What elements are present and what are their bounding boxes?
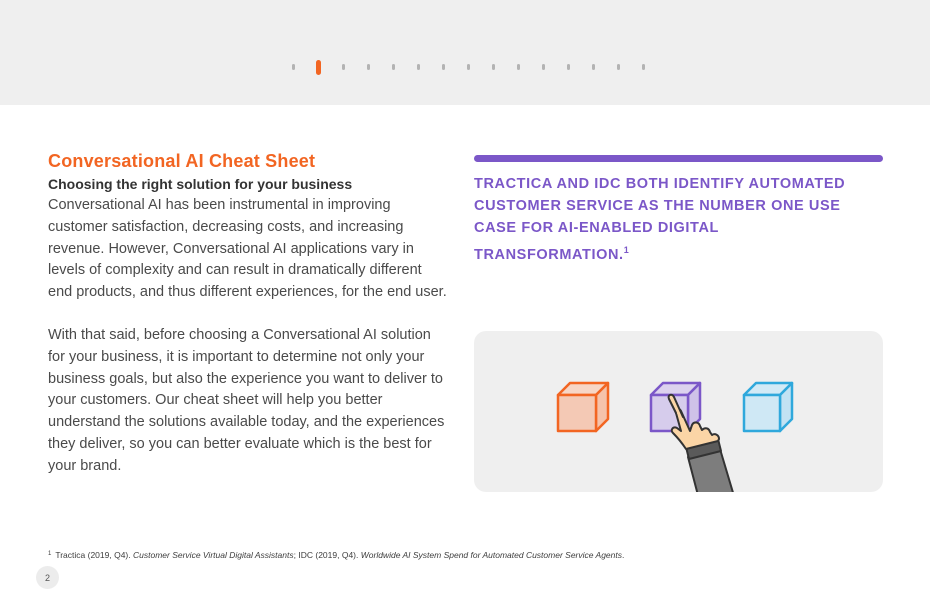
page-dot-mark: [367, 64, 370, 70]
page-dot-1[interactable]: [281, 59, 306, 75]
intro-paragraph-2: With that said, before choosing a Conversational AI solution for your business, it is important to determine not only your business goals, but also the experience you want to deliver to your customers. Our cheat sheet will help you better understand the solutions available today, and the experiences they deliver, so you can better evaluate which is the best for your brand.: [48, 326, 445, 474]
page-dot-6[interactable]: [406, 59, 431, 75]
page-dot-4[interactable]: [356, 59, 381, 75]
page-dot-2[interactable]: [306, 59, 331, 75]
footnote-source-2: IDC (2019, Q4).: [298, 550, 359, 560]
page-dot-7[interactable]: [431, 59, 456, 75]
page-dot-9[interactable]: [481, 59, 506, 75]
footnote-source-1: Tractica (2019, Q4).: [55, 550, 131, 560]
page-dot-mark: [542, 64, 545, 70]
page-dot-11[interactable]: [531, 59, 556, 75]
cube-selection-illustration: [474, 331, 883, 492]
page-dot-mark: [342, 64, 345, 70]
page-dot-mark: [417, 64, 420, 70]
page-dot-3[interactable]: [331, 59, 356, 75]
page-number: 2: [36, 566, 59, 589]
footnote-end: .: [622, 550, 625, 560]
page-dot-mark: [442, 64, 445, 70]
page-dot-mark: [567, 64, 570, 70]
page-indicator: [281, 59, 656, 75]
page-dot-mark: [492, 64, 495, 70]
page-dot-10[interactable]: [506, 59, 531, 75]
page-dot-13[interactable]: [581, 59, 606, 75]
page-dot-mark: [467, 64, 470, 70]
page-dot-mark: [617, 64, 620, 70]
page-dot-14[interactable]: [606, 59, 631, 75]
header-band: [0, 0, 930, 105]
blue-cube-icon: [744, 383, 792, 431]
page-dot-12[interactable]: [556, 59, 581, 75]
callout-quote: [474, 173, 874, 266]
section-subtitle: Choosing the right solution for your business: [48, 176, 353, 192]
pointing-hand-icon: [669, 395, 734, 492]
page-dot-mark: [392, 64, 395, 70]
page-dot-8[interactable]: [456, 59, 481, 75]
page-dot-mark: [517, 64, 520, 70]
footnote-title-2: Worldwide AI System Spend for Automated Customer Service Agents: [360, 550, 623, 560]
intro-column: [48, 150, 448, 478]
callout-text: TRACTICA AND IDC BOTH IDENTIFY AUTOMATED CUSTOMER SERVICE AS THE NUMBER ONE USE CASE FOR AI-ENABLED DIGITAL TRANSFORMATION.: [474, 176, 846, 263]
footnote-separator: ;: [293, 550, 296, 560]
callout-footnote-ref: 1: [623, 245, 629, 255]
page-title: Conversational AI Cheat Sheet: [48, 151, 316, 171]
page-dot-mark: [642, 64, 645, 70]
intro-paragraph-1: Conversational AI has been instrumental in improving customer satisfaction, decreasing costs, and increasing revenue. However, Conversational AI applications vary in levels of complexity and can result in dramatically different end products, and thus different experiences, for the end user.: [48, 197, 447, 301]
footnote-title-1: Customer Service Virtual Digital Assistants: [133, 550, 294, 560]
callout-divider: [474, 155, 883, 162]
page-dot-15[interactable]: [631, 59, 656, 75]
page-dot-mark: [292, 64, 295, 70]
illustration-svg: [474, 331, 883, 492]
page-dot-mark: [316, 60, 321, 75]
footnote-mark: 1: [48, 551, 52, 557]
page-dot-mark: [592, 64, 595, 70]
footnote: [48, 549, 624, 561]
page-dot-5[interactable]: [381, 59, 406, 75]
orange-cube-icon: [558, 383, 608, 431]
